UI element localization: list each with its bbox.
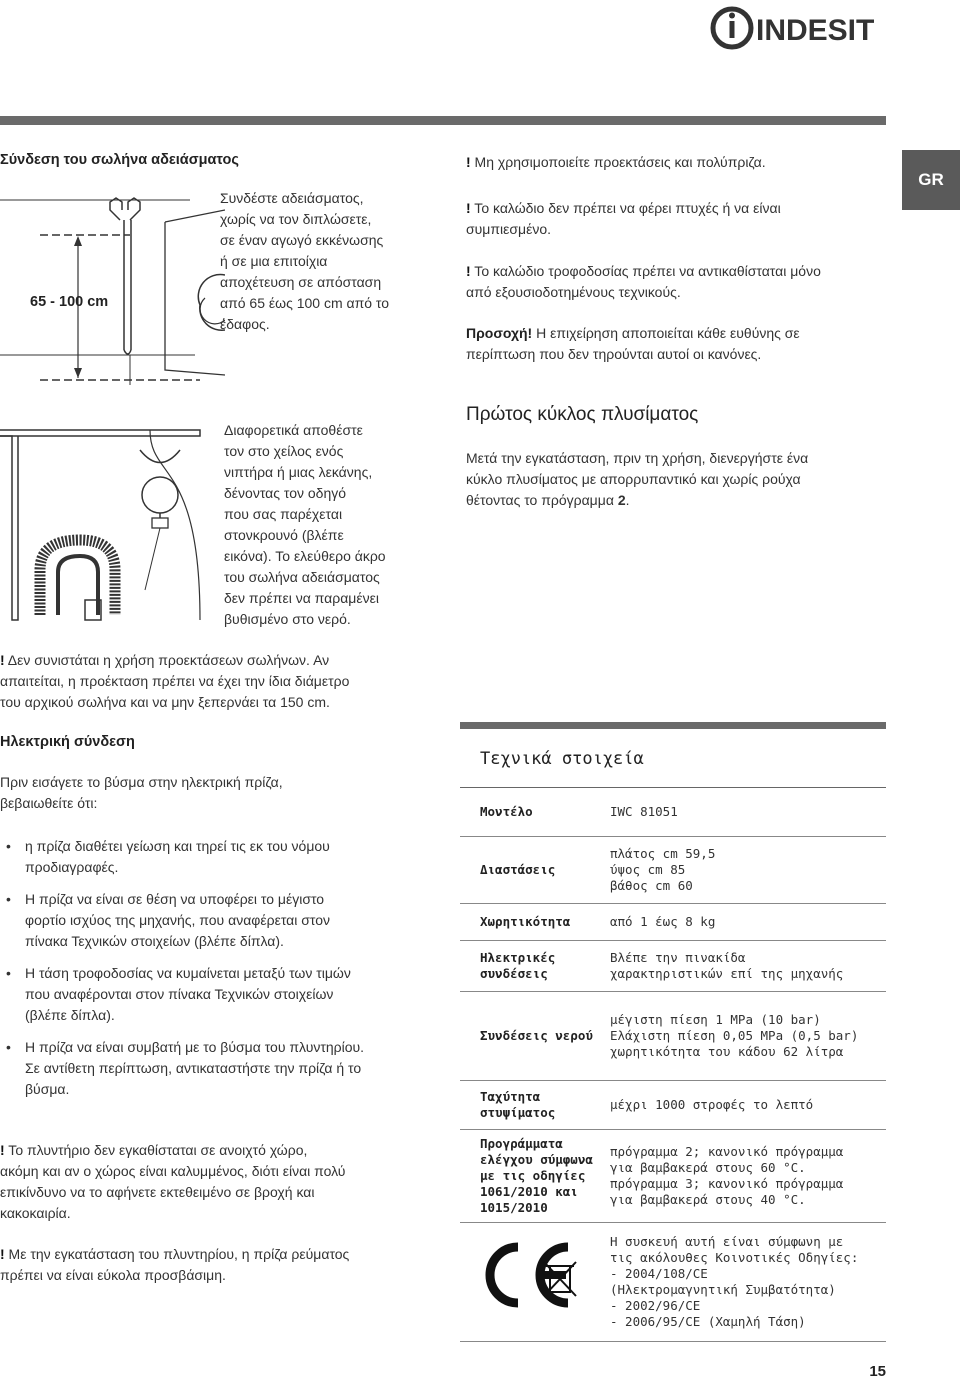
spec-value: μέχρι 1000 στροφές το λεπτό	[610, 1097, 814, 1112]
spec-value: από 1 έως 8 kg	[610, 914, 716, 929]
spec-value: πρόγραμμα 2; κανονικό πρόγραμμα για βαμβακερά στους 60 °C. πρόγραμμα 3; κανονικό πρόγραμμα για βαμβακερά στους 40 °C.	[610, 1144, 844, 1207]
list-item: • η πρίζα διαθέτει γείωση και τηρεί τις εκ του νόμου προδιαγραφές.	[0, 836, 450, 878]
spec-label: Χωρητικότητα	[480, 914, 571, 929]
spec-label: Προγράμματα ελέγχου σύμφωνα με τις οδηγίες 1061/2010 και 1015/2010	[480, 1136, 593, 1215]
table-row	[460, 941, 886, 992]
caution-3: ! Το καλώδιο τροφοδοσίας πρέπει να αντικαθίσταται μόνο από εξουσιοδοτημένους τεχνικούς.	[466, 263, 821, 300]
list-item: • Η πρίζα να είναι σε θέση να υποφέρει το μέγιστο φορτίο ισχύος της μηχανής, που αναφέρεται στον πίνακα Τεχνικών στοιχείων (βλέπε δίπλα).	[0, 889, 450, 952]
page-number: 15	[869, 1363, 886, 1380]
caution-1: ! Μη χρησιμοποιείτε προεκτάσεις και πολύπριζα.	[466, 154, 766, 170]
table-row	[460, 1081, 886, 1130]
socket-access-warning: ! Με την εγκατάσταση του πλυντηρίου, η πρίζα ρεύματος πρέπει να είναι εύκολα προσβάσιμη.	[0, 1246, 350, 1283]
spec-value: Η συσκευή αυτή είναι σύμφωνη με τις ακόλουθες Κοινοτικές Οδηγίες: - 2004/108/CE (Ηλεκτρομαγνητική Συμβατότητα) - 2002/96/CE - 2006/95/CE (Χαμηλή Τάση)	[610, 1234, 859, 1329]
table-row	[460, 904, 886, 941]
drain-paragraph-1: Συνδέστε αδειάσματος, χωρίς να τον διπλώσετε, σε έναν αγωγό εκκένωσης ή σε μια επιτοίχια αποχέτευση σε απόσταση από 65 έως 100 cm από το έδαφος.	[220, 190, 390, 332]
drain-wall-illustration	[0, 180, 225, 390]
spec-value: IWC 81051	[610, 804, 678, 819]
technical-specs-table	[460, 722, 886, 1342]
drain-section-title: Σύνδεση του σωλήνα αδειάσματος	[0, 152, 239, 168]
table-row	[460, 992, 886, 1081]
spec-label	[460, 1223, 610, 1341]
weee-bin-icon	[540, 1258, 580, 1298]
list-item: • Η πρίζα να είναι συμβατή με το βύσμα του πλυντηρίου. Σε αντίθετη περίπτωση, αντικαταστήστε την πρίζα ή το βύσμα.	[0, 1037, 450, 1100]
first-wash-title: Πρώτος κύκλος πλυσίματος	[466, 404, 699, 425]
spec-value: πλάτος cm 59,5 ύψος cm 85 βάθος cm 60	[610, 846, 716, 893]
specs-title: Τεχνικά στοιχεία	[460, 722, 886, 788]
svg-text:INDESIT: INDESIT	[756, 14, 875, 47]
electric-section-title: Ηλεκτρική σύνδεση	[0, 734, 135, 750]
spec-label: Μοντέλο	[480, 804, 533, 819]
drain-paragraph-2: Διαφορετικά αποθέστε τον στο χείλος ενός νιπτήρα ή μιας λεκάνης, δένοντας τον οδηγό που σας παρέχεται στονκρουνό (βλέπε εικόνα). Το ελεύθερο άκρο του σωλήνα αδειάσματος δεν πρέπει να παραμένει βυθισμένο στο νερό.	[224, 422, 386, 627]
electric-requirements-list	[0, 836, 450, 1111]
extension-warning: ! Δεν συνιστάται η χρήση προεκτάσεων σωλήνων. Αν απαιτείται, η προέκταση πρέπει να έχει την ίδια διάμετρο του αρχικού σωλήνα και να μην ξεπερνάει τα 150 cm.	[0, 652, 350, 710]
drain-height-label: 65 - 100 cm	[30, 294, 109, 310]
table-row	[460, 1130, 886, 1223]
spec-label: Συνδέσεις νερού	[480, 1028, 593, 1043]
spec-label: Διαστάσεις	[480, 862, 556, 877]
outdoor-warning: ! Το πλυντήριο δεν εγκαθίσταται σε ανοιχτό χώρο, ακόμη και αν ο χώρος είναι καλυμμένος, διότι είναι πολύ επικίνδυνο να το αφήνετε εκτεθειμένο σε βροχή και κακοκαιρία.	[0, 1142, 346, 1221]
drain-sink-illustration	[0, 420, 220, 640]
spec-label: Ηλεκτρικές συνδέσεις	[480, 950, 556, 981]
spec-value: Βλέπε την πινακίδα χαρακτηριστικών επί της μηχανής	[610, 950, 844, 981]
list-item: • Η τάση τροφοδοσίας να κυμαίνεται μεταξύ των τιμών που αναφέρονται στον πίνακα Τεχνικών στοιχείων (βλέπε δίπλα).	[0, 963, 450, 1026]
indesit-logo	[710, 4, 890, 52]
first-wash-text: Μετά την εγκατάσταση, πριν τη χρήση, διενεργήστε ένα κύκλο πλυσίματος με απορρυπαντικό και χωρίς ρούχα θέτοντας το πρόγραμμα 2.	[466, 450, 809, 508]
liability-note: Προσοχή! Η επιχείρηση αποποιείται κάθε ευθύνης σε περίπτωση που δεν τηρούνται αυτοί οι κανόνες.	[466, 325, 800, 362]
table-row	[460, 788, 886, 837]
electric-intro: Πριν εισάγετε το βύσμα στην ηλεκτρική πρίζα, βεβαιωθείτε ότι:	[0, 774, 283, 811]
spec-value: μέγιστη πίεση 1 MPa (10 bar) Ελάχιστη πίεση 0,05 MPa (0,5 bar) χωρητικότητα του κάδου 62 λίτρα	[610, 1012, 859, 1059]
language-tab: GR	[902, 150, 960, 210]
caution-2: ! Το καλώδιο δεν πρέπει να φέρει πτυχές ή να είναι συμπιεσμένο.	[466, 200, 781, 237]
table-row	[460, 837, 886, 904]
header-rule	[0, 116, 886, 125]
spec-label: Ταχύτητα στυψίματος	[480, 1089, 556, 1120]
table-row	[460, 1223, 886, 1342]
